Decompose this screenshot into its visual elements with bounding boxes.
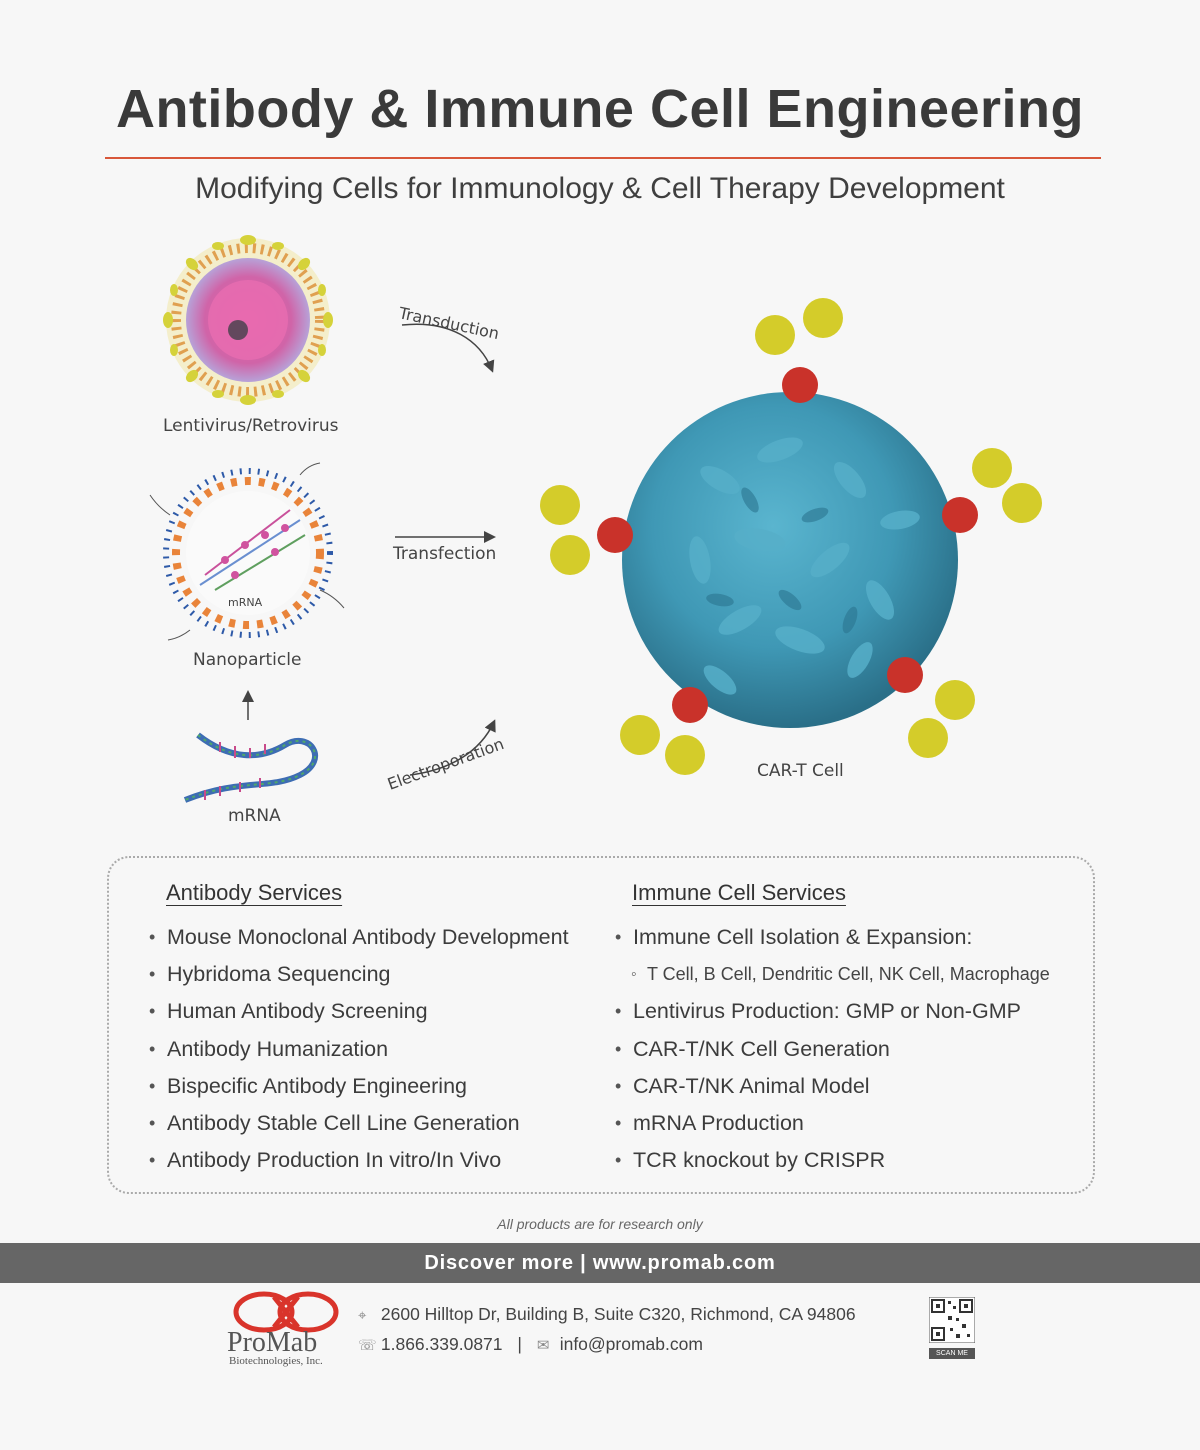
car-receptor: [620, 687, 708, 775]
electroporation-label: Electroporation: [384, 734, 507, 794]
list-item: • CAR-T/NK Cell Generation: [615, 1031, 1050, 1068]
car-receptor: [887, 657, 975, 758]
list-item: • Hybridoma Sequencing: [149, 956, 569, 993]
list-item: • Lentivirus Production: GMP or Non-GMP: [615, 993, 1050, 1030]
address-line: [358, 1304, 856, 1325]
nanoparticle-label: Nanoparticle: [193, 650, 302, 670]
transfection-label: Transfection: [393, 544, 497, 564]
cart-cell-label: CAR-T Cell: [757, 761, 844, 781]
phone-icon: ☏: [358, 1337, 377, 1354]
car-receptor: [540, 485, 633, 575]
list-item: • Mouse Monoclonal Antibody Development: [149, 919, 569, 956]
antibody-services-title: Antibody Services: [166, 880, 343, 905]
mrna-label: mRNA: [228, 806, 281, 826]
list-item: • Immune Cell Isolation & Expansion:: [615, 919, 1050, 956]
list-item: • Bispecific Antibody Engineering: [149, 1068, 569, 1105]
location-pin-icon: ⌖: [358, 1307, 367, 1324]
diagram-illustration: [0, 225, 1200, 845]
nanoparticle-inner-label: mRNA: [228, 596, 263, 609]
list-item: • TCR knockout by CRISPR: [615, 1142, 1050, 1179]
logo-subtitle: Biotechnologies, Inc.: [229, 1355, 323, 1367]
page-title: Antibody & Immune Cell Engineering: [115, 79, 1085, 139]
logo-wordmark: ProMab: [227, 1327, 318, 1358]
page-subtitle: Modifying Cells for Immunology & Cell Therapy Development: [195, 172, 1005, 205]
lentivirus-particle: [163, 235, 333, 405]
phone-number[interactable]: 1.866.339.0871: [380, 1334, 503, 1354]
list-item: • Antibody Humanization: [149, 1031, 569, 1068]
contact-separator: |: [517, 1334, 522, 1354]
email-link[interactable]: info@promab.com: [559, 1334, 703, 1354]
qr-scan-label: SCAN ME: [929, 1348, 975, 1359]
antibody-services-list: [149, 919, 569, 1179]
mail-icon: ✉: [536, 1337, 550, 1354]
address-text: 2600 Hilltop Dr, Building B, Suite C320, Richmond, CA 94806: [380, 1304, 856, 1324]
nanoparticle: [150, 463, 344, 640]
list-item: • CAR-T/NK Animal Model: [615, 1068, 1050, 1105]
lentivirus-label: Lentivirus/Retrovirus: [163, 416, 339, 436]
transduction-label: Transduction: [397, 303, 501, 344]
list-item: • Antibody Stable Cell Line Generation: [149, 1105, 569, 1142]
delivery-diagram: [0, 225, 1200, 845]
list-item: • mRNA Production: [615, 1105, 1050, 1142]
footer: [0, 1283, 1200, 1450]
mrna-strand: [185, 735, 315, 800]
contact-line: [358, 1334, 703, 1355]
qr-code-icon[interactable]: [929, 1297, 975, 1355]
immune-services-title: Immune Cell Services: [632, 880, 846, 905]
immune-services-list: [615, 919, 1050, 1179]
research-disclaimer: All products are for research only: [497, 1216, 703, 1232]
services-box: [107, 856, 1095, 1194]
title-divider: [105, 157, 1101, 159]
list-item: • Human Antibody Screening: [149, 993, 569, 1030]
car-receptor: [942, 448, 1042, 533]
discover-more-banner[interactable]: Discover more | www.promab.com: [0, 1243, 1200, 1283]
sub-list-item: ◦ T Cell, B Cell, Dendritic Cell, NK Cell, Macrophage: [615, 956, 1050, 993]
car-receptor: [755, 298, 843, 403]
list-item: • Antibody Production In vitro/In Vivo: [149, 1142, 569, 1179]
